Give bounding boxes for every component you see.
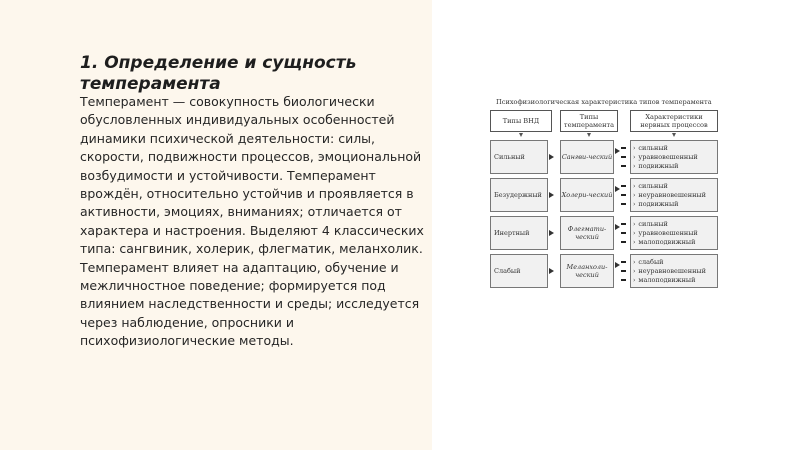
temperament-diagram: [487, 98, 723, 294]
trait-label: подвижный: [638, 200, 679, 208]
temperament-cell: Сангви-ческий: [560, 140, 614, 174]
connector-bar: [621, 223, 626, 225]
chevron-right-icon: ›: [633, 220, 636, 228]
trait-line: [633, 144, 668, 153]
trait-label: неуравновешенный: [638, 267, 706, 275]
chevron-right-icon: ›: [633, 200, 636, 208]
connector-bar: [621, 232, 626, 234]
trait-label: слабый: [638, 258, 664, 266]
chevron-right-icon: ›: [633, 238, 636, 246]
connector-bar: [621, 203, 626, 205]
header-temperament-types: Типы темперамента: [560, 110, 618, 132]
chevron-right-icon: ›: [633, 267, 636, 275]
connector-bar: [621, 261, 626, 263]
chevron-right-icon: ›: [633, 276, 636, 284]
trait-line: [633, 258, 663, 267]
trait-line: [633, 276, 695, 285]
connector-bar: [621, 279, 626, 281]
temperament-cell: Меланхоли-ческий: [560, 254, 614, 288]
traits-cell: [630, 140, 718, 174]
temperament-cell: Холери-ческий: [560, 178, 614, 212]
chevron-right-icon: ›: [633, 144, 636, 152]
trait-label: сильный: [638, 182, 668, 190]
trait-label: малоподвижный: [638, 238, 696, 246]
trait-line: [633, 182, 668, 191]
header-arrow-icon: [519, 133, 523, 137]
arrow-right-icon: [549, 268, 554, 274]
chevron-right-icon: ›: [633, 162, 636, 170]
trait-label: малоподвижный: [638, 276, 696, 284]
arrow-right-icon: [549, 230, 554, 236]
vnd-type-cell: Сильный: [490, 140, 548, 174]
trait-line: [633, 238, 695, 247]
trait-line: [633, 191, 706, 200]
arrow-right-icon: [615, 186, 620, 192]
trait-line: [633, 267, 706, 276]
diagram-caption: Психофизиологическая характеристика типов темперамента: [496, 98, 712, 106]
traits-cell: [630, 216, 718, 250]
arrow-right-icon: [549, 192, 554, 198]
header-vnd-types: Типы ВНД: [490, 110, 552, 132]
trait-label: сильный: [638, 144, 668, 152]
traits-cell: [630, 178, 718, 212]
chevron-right-icon: ›: [633, 229, 636, 237]
connector-bar: [621, 194, 626, 196]
trait-label: неуравновешенный: [638, 191, 706, 199]
chevron-right-icon: ›: [633, 182, 636, 190]
trait-label: сильный: [638, 220, 668, 228]
chevron-right-icon: ›: [633, 258, 636, 266]
connector-bar: [621, 147, 626, 149]
connector-bar: [621, 185, 626, 187]
trait-label: уравновешенный: [638, 229, 698, 237]
trait-line: [633, 200, 678, 209]
vnd-type-cell: Слабый: [490, 254, 548, 288]
arrow-right-icon: [549, 154, 554, 160]
arrow-right-icon: [615, 224, 620, 230]
header-arrow-icon: [587, 133, 591, 137]
trait-label: уравновешенный: [638, 153, 698, 161]
connector-bar: [621, 241, 626, 243]
vnd-type-cell: Инертный: [490, 216, 548, 250]
trait-label: подвижный: [638, 162, 679, 170]
connector-bar: [621, 165, 626, 167]
trait-line: [633, 220, 668, 229]
header-arrow-icon: [672, 133, 676, 137]
traits-cell: [630, 254, 718, 288]
chevron-right-icon: ›: [633, 191, 636, 199]
slide-title: 1. Определение и сущность темперамента: [80, 53, 357, 94]
arrow-right-icon: [615, 148, 620, 154]
trait-line: [633, 162, 678, 171]
chevron-right-icon: ›: [633, 153, 636, 161]
slide-body-text: Темперамент — совокупность биологически обусловленных индивидуальных особенностей динамики психической деятельности: силы, скорости, подвижности процессов, эмоциональной возбудимости и устойчивости. Темперамент врождён, относительно устойчив и проявляется в активности, эмоциях, вниманиях; отличается от характера и настроения. Выделяют 4 классических типа: сангвиник, холерик, флегматик, меланхолик. Темперамент влияет на адаптацию, обучение и межличностное поведение; формируется под влиянием наследственности и среды; исследуется через наблюдение, опросники и психофизиологические методы.: [80, 94, 424, 349]
temperament-cell: Флегмати-ческий: [560, 216, 614, 250]
connector-bar: [621, 270, 626, 272]
trait-line: [633, 229, 698, 238]
arrow-right-icon: [615, 262, 620, 268]
connector-bar: [621, 156, 626, 158]
vnd-type-cell: Безудержный: [490, 178, 548, 212]
trait-line: [633, 153, 698, 162]
header-nervous-characteristics: Характеристики нервных процессов: [630, 110, 718, 132]
